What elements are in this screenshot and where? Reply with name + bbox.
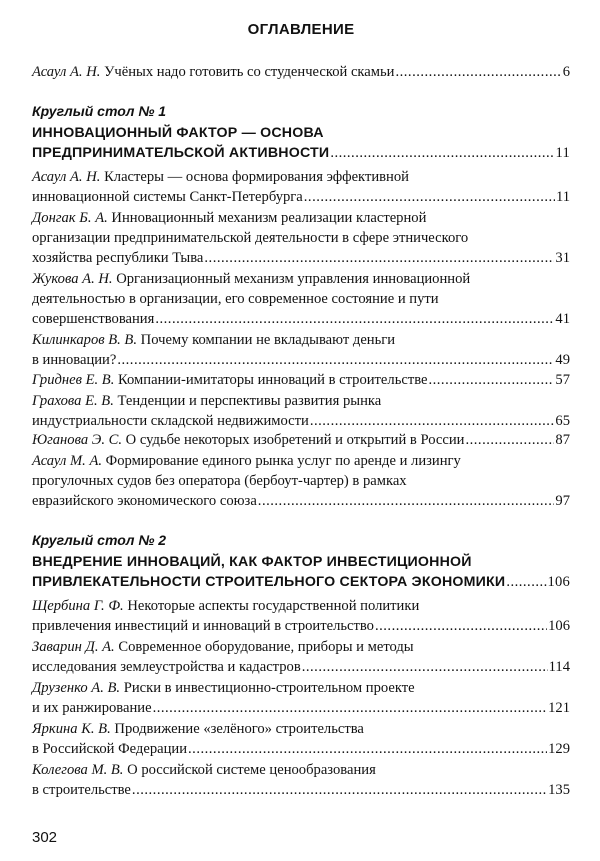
entry-title: О судьбе некоторых изобретений и открытий в России xyxy=(125,432,465,448)
toc-entry[interactable] xyxy=(32,596,570,636)
entry-page: 57 xyxy=(555,372,570,388)
dot-leader xyxy=(153,698,548,718)
toc-entry[interactable] xyxy=(32,678,570,718)
entry-title: Почему компании не вкладывают деньги xyxy=(140,332,396,348)
section-title-line: ИННОВАЦИОННЫЙ ФАКТОР — ОСНОВА xyxy=(32,125,324,141)
entry-title: деятельностью в организации, его современное состояние и пути xyxy=(32,291,439,307)
dot-leader xyxy=(302,657,548,677)
entry-page: 49 xyxy=(555,352,570,368)
entry-title: инновационной системы Санкт-Петербурга xyxy=(32,189,303,205)
entry-author: Яркина К. В. xyxy=(32,721,111,737)
entry-title: Кластеры — основа формирования эффективной xyxy=(104,169,409,185)
entry-author: Гриднев Е. В. xyxy=(32,372,115,388)
entry-title: Формирование единого рынка услуг по аренде и лизингу xyxy=(105,453,461,469)
dot-leader xyxy=(258,491,555,511)
round-table-2-label: Круглый стол № 2 xyxy=(32,532,167,548)
entry-page: 65 xyxy=(555,413,570,429)
entry-author: Асаул М. А. xyxy=(32,453,103,469)
entry-page: 121 xyxy=(548,700,570,716)
entry-title: хозяйства республики Тыва xyxy=(32,250,204,266)
entry-title: прогулочных судов без оператора (бербоут-чартер) в рамках xyxy=(32,473,407,489)
entry-page: 41 xyxy=(555,311,570,327)
dot-leader xyxy=(506,572,546,592)
entry-title: Компании-имитаторы инноваций в строительстве xyxy=(118,372,428,388)
dot-leader xyxy=(304,187,555,207)
toc-entry-intro[interactable] xyxy=(32,62,570,82)
toc-entry[interactable] xyxy=(32,451,570,511)
dot-leader xyxy=(117,350,554,370)
entry-title: в строительстве xyxy=(32,782,131,798)
entry-page: 31 xyxy=(555,250,570,266)
entry-title: Некоторые аспекты государственной политики xyxy=(127,598,420,614)
entry-page: 106 xyxy=(548,618,570,634)
entry-page: 87 xyxy=(555,432,570,448)
entry-author: Юганова Э. С. xyxy=(32,432,123,448)
round-table-2-section[interactable] xyxy=(32,552,570,592)
entry-title: организации предпринимательской деятельности в сфере этнического xyxy=(32,230,469,246)
toc-entry[interactable] xyxy=(32,269,570,329)
section-title-line: ПРИВЛЕКАТЕЛЬНОСТИ СТРОИТЕЛЬНОГО СЕКТОРА ЭКОНОМИКИ xyxy=(32,574,506,590)
dot-leader xyxy=(310,411,555,431)
dot-leader xyxy=(188,739,547,759)
entry-title: Учёных надо готовить со студенческой скамьи xyxy=(104,64,395,80)
section-page: 106 xyxy=(547,574,570,590)
section-title-line: ПРЕДПРИНИМАТЕЛЬСКОЙ АКТИВНОСТИ xyxy=(32,145,330,161)
round-table-1-label: Круглый стол № 1 xyxy=(32,103,167,119)
entry-page: 11 xyxy=(555,189,570,205)
entry-author: Донгак Б. А. xyxy=(32,210,108,226)
entry-author: Заварин Д. А. xyxy=(32,639,115,655)
toc-entry[interactable] xyxy=(32,330,570,370)
entry-page: 135 xyxy=(548,782,570,798)
dot-leader xyxy=(428,370,554,390)
page-title: ОГЛАВЛЕНИЕ xyxy=(247,21,355,38)
round-table-1-section[interactable] xyxy=(32,123,570,163)
section-page: 11 xyxy=(555,145,570,161)
toc-entry[interactable] xyxy=(32,391,570,431)
dot-leader xyxy=(465,430,554,450)
entry-author: Друзенко А. В. xyxy=(32,680,121,696)
entry-title: в инновации? xyxy=(32,352,117,368)
entry-page: 6 xyxy=(562,64,570,80)
dot-leader xyxy=(330,143,554,163)
entry-author: Килинкаров В. В. xyxy=(32,332,137,348)
dot-leader xyxy=(132,780,547,800)
entry-title: совершенствования xyxy=(32,311,155,327)
toc-entry[interactable] xyxy=(32,208,570,268)
toc-entry[interactable] xyxy=(32,370,570,390)
entry-title: в Российской Федерации xyxy=(32,741,188,757)
entry-title: Риски в инвестиционно-строительном проекте xyxy=(123,680,415,696)
entry-title: Организационный механизм управления инновационной xyxy=(116,271,471,287)
entry-title: Тенденции и перспективы развития рынка xyxy=(117,393,382,409)
toc-entry[interactable] xyxy=(32,760,570,800)
toc-entry[interactable] xyxy=(32,430,570,450)
entry-author: Жукова А. Н. xyxy=(32,271,113,287)
page-number: 302 xyxy=(32,829,58,846)
entry-author: Колегова М. В. xyxy=(32,762,124,778)
entry-title: индустриальности складской недвижимости xyxy=(32,413,309,429)
entry-author: Асаул А. Н. xyxy=(32,64,101,80)
entry-title: Современное оборудование, приборы и методы xyxy=(118,639,414,655)
entry-title: Инновационный механизм реализации кластерной xyxy=(111,210,427,226)
entry-title: евразийского экономического союза xyxy=(32,493,257,509)
toc-entry[interactable] xyxy=(32,637,570,677)
entry-page: 129 xyxy=(548,741,570,757)
toc-entry[interactable] xyxy=(32,719,570,759)
entry-title: Продвижение «зелёного» строительства xyxy=(114,721,364,737)
dot-leader xyxy=(395,62,561,82)
entry-title: О российской системе ценообразования xyxy=(127,762,376,778)
entry-title: привлечения инвестиций и инноваций в строительство xyxy=(32,618,374,634)
entry-author: Асаул А. Н. xyxy=(32,169,101,185)
entry-title: и их ранжирование xyxy=(32,700,152,716)
entry-page: 114 xyxy=(548,659,570,675)
dot-leader xyxy=(375,616,547,636)
entry-author: Щербина Г. Ф. xyxy=(32,598,124,614)
entry-author: Грахова Е. В. xyxy=(32,393,114,409)
entry-page: 97 xyxy=(555,493,570,509)
dot-leader xyxy=(155,309,554,329)
dot-leader xyxy=(204,248,554,268)
entry-title: исследования землеустройства и кадастров xyxy=(32,659,301,675)
section-title-line: ВНЕДРЕНИЕ ИННОВАЦИЙ, КАК ФАКТОР ИНВЕСТИЦИОННОЙ xyxy=(32,554,472,570)
toc-entry[interactable] xyxy=(32,167,570,207)
